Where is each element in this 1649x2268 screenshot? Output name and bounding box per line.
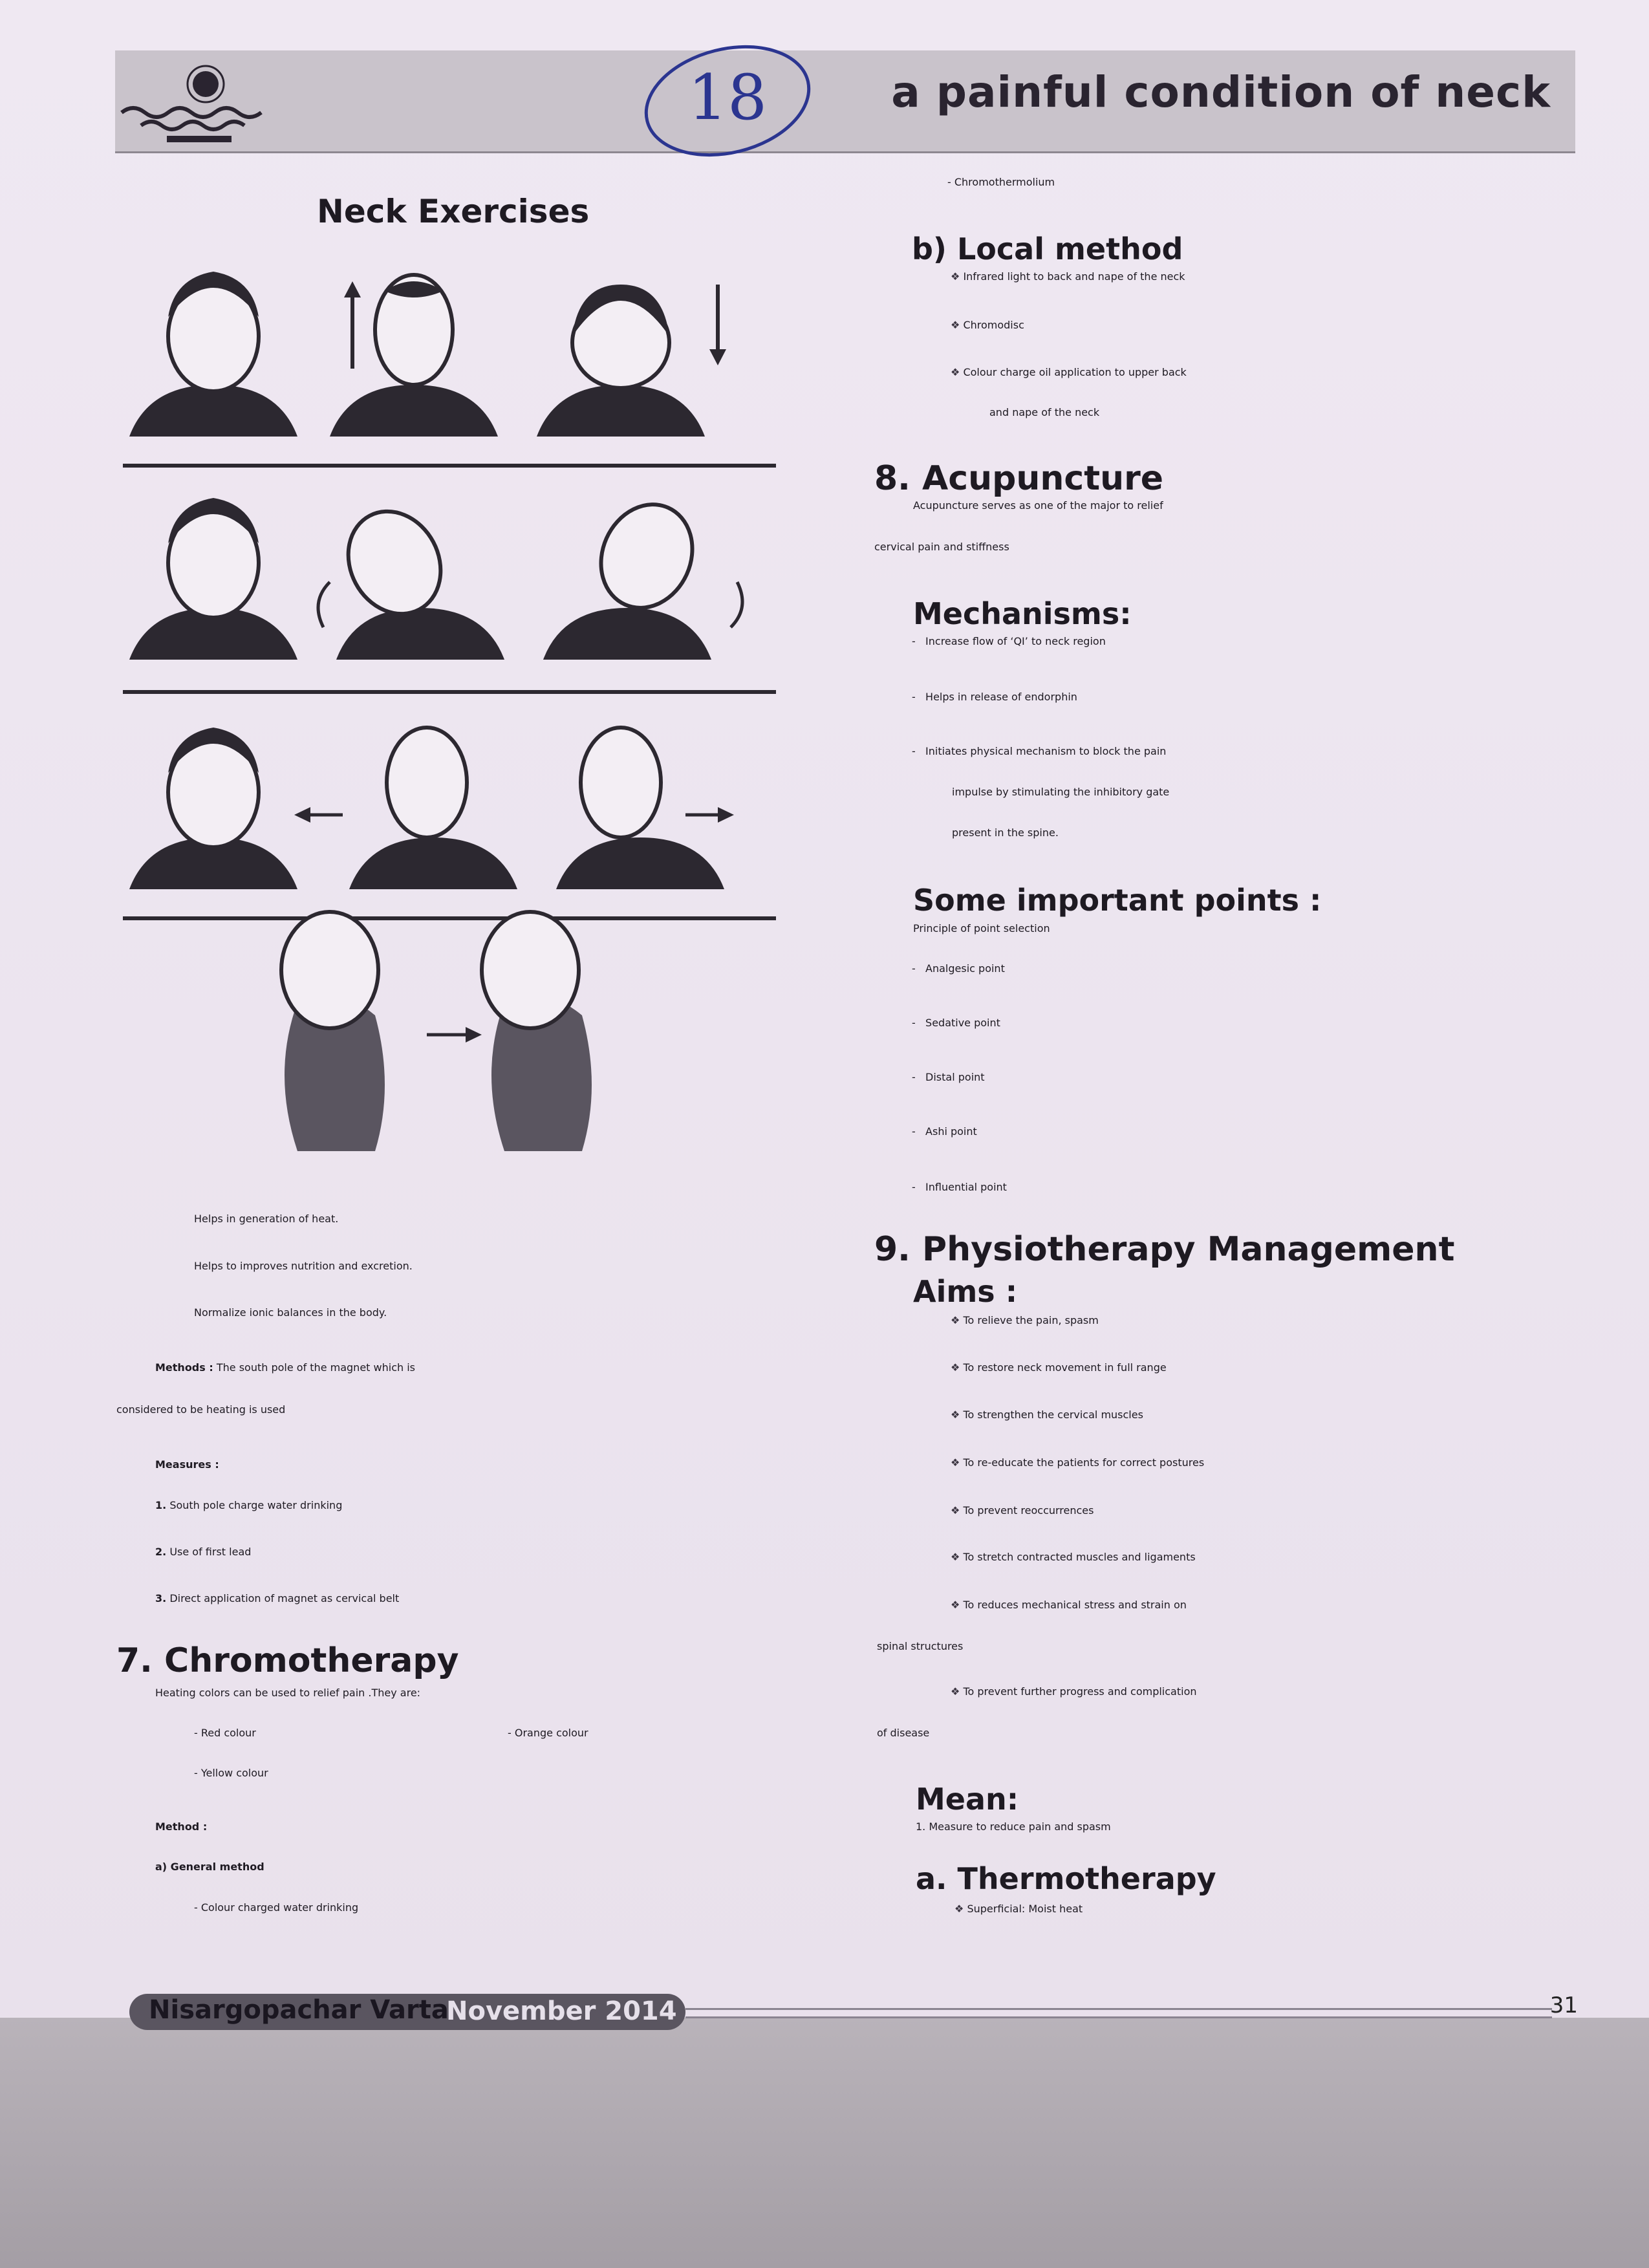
- effect-1: Helps in generation of heat.: [194, 1213, 339, 1225]
- figure-title: Neck Exercises: [317, 193, 590, 230]
- exercise-row-4: [281, 912, 592, 1151]
- chromotherapy-text: Heating colors can be used to relief pain .They are:: [155, 1687, 421, 1699]
- thermotherapy-item: ❖ Superficial: Moist heat: [954, 1903, 1083, 1915]
- measures-label: Measures :: [155, 1458, 219, 1471]
- aim-7-cont: spinal structures: [877, 1640, 964, 1652]
- chromothermolium: - Chromothermolium: [947, 176, 1055, 188]
- mechanism-3-cont-1: impulse by stimulating the inhibitory gate: [952, 786, 1170, 798]
- exercise-row-1: [129, 272, 726, 437]
- points-label: Some important points :: [913, 883, 1322, 918]
- svg-text:18: 18: [687, 61, 768, 134]
- methods-text-1: The south pole of the magnet which is: [216, 1361, 415, 1374]
- exercise-row-2: [129, 490, 742, 660]
- aim-3: ❖ To strengthen the cervical muscles: [951, 1409, 1143, 1421]
- aim-5: ❖ To prevent reoccurrences: [951, 1504, 1094, 1517]
- measure-item-1: 1. South pole charge water drinking: [155, 1499, 343, 1511]
- mechanism-2: - Helps in release of endorphin: [912, 691, 1077, 703]
- measure-item-2: 2. Use of first lead: [155, 1546, 252, 1558]
- mechanism-3: - Initiates physical mechanism to block the pain: [912, 745, 1167, 757]
- aim-2: ❖ To restore neck movement in full range: [951, 1361, 1167, 1374]
- point-2: - Sedative point: [912, 1017, 1000, 1029]
- page-header: [115, 50, 1575, 153]
- local-item-2: ❖ Chromodisc: [951, 319, 1024, 331]
- issue-month: November 2014: [446, 1996, 677, 2026]
- point-5: - Influential point: [912, 1181, 1007, 1193]
- chromotherapy-heading: 7. Chromotherapy: [116, 1641, 459, 1680]
- aims-label: Aims :: [913, 1274, 1018, 1309]
- acupuncture-heading: 8. Acupuncture: [874, 459, 1164, 498]
- local-method-label: b) Local method: [912, 232, 1183, 266]
- point-3: - Distal point: [912, 1071, 985, 1083]
- aim-4: ❖ To re-educate the patients for correct postures: [951, 1456, 1205, 1469]
- aim-8-cont: of disease: [877, 1727, 930, 1739]
- general-method-label: a) General method: [155, 1861, 264, 1873]
- handwritten-page-mark: [637, 40, 818, 162]
- exercise-row-3: [129, 728, 734, 889]
- local-item-3-cont: and nape of the neck: [989, 406, 1100, 418]
- aim-7: ❖ To reduces mechanical stress and strain on: [951, 1599, 1187, 1611]
- methods-text-2: considered to be heating is used: [116, 1403, 286, 1416]
- color-yellow: - Yellow colour: [194, 1767, 268, 1779]
- color-red: - Red colour: [194, 1727, 256, 1739]
- point-4: - Ashi point: [912, 1125, 977, 1138]
- wave-sun-logo-icon: [115, 50, 283, 151]
- color-orange: - Orange colour: [508, 1727, 588, 1739]
- mechanisms-label: Mechanisms:: [913, 596, 1132, 631]
- journal-name: Nisargopachar Varta :: [149, 1995, 468, 2025]
- acupuncture-text-2: cervical pain and stiffness: [874, 541, 1009, 553]
- footer-rule: [685, 2008, 1552, 2018]
- method-label: Method :: [155, 1820, 208, 1833]
- aim-8: ❖ To prevent further progress and complication: [951, 1685, 1197, 1698]
- mean-item: 1. Measure to reduce pain and spasm: [916, 1820, 1111, 1833]
- header-title: a painful condition of neck: [891, 67, 1551, 117]
- local-item-3: ❖ Colour charge oil application to upper back: [951, 366, 1187, 378]
- effect-2: Helps to improves nutrition and excretion.: [194, 1260, 413, 1272]
- page-footer: [129, 1989, 1584, 2034]
- methods-line: [155, 1361, 415, 1374]
- acupuncture-text-1: Acupuncture serves as one of the major to relief: [913, 499, 1163, 512]
- mechanism-3-cont-2: present in the spine.: [952, 826, 1059, 839]
- aim-1: ❖ To relieve the pain, spasm: [951, 1314, 1099, 1326]
- point-1: - Analgesic point: [912, 962, 1005, 975]
- measure-item-3: 3. Direct application of magnet as cervical belt: [155, 1592, 400, 1604]
- page-number: 31: [1549, 1993, 1578, 2018]
- methods-label: Methods :: [155, 1361, 213, 1374]
- scan-background: [0, 2018, 1649, 2268]
- local-item-1: ❖ Infrared light to back and nape of the neck: [951, 270, 1185, 283]
- neck-exercises-figure: [116, 246, 789, 1151]
- general-method-item: - Colour charged water drinking: [194, 1901, 359, 1914]
- physiotherapy-heading: 9. Physiotherapy Management: [874, 1230, 1455, 1269]
- aim-6: ❖ To stretch contracted muscles and ligaments: [951, 1551, 1196, 1563]
- thermotherapy-label: a. Thermotherapy: [916, 1861, 1216, 1896]
- mechanism-1: - Increase flow of ‘QI’ to neck region: [912, 635, 1106, 647]
- mean-label: Mean:: [916, 1782, 1019, 1817]
- points-intro: Principle of point selection: [913, 922, 1050, 934]
- effect-3: Normalize ionic balances in the body.: [194, 1306, 387, 1319]
